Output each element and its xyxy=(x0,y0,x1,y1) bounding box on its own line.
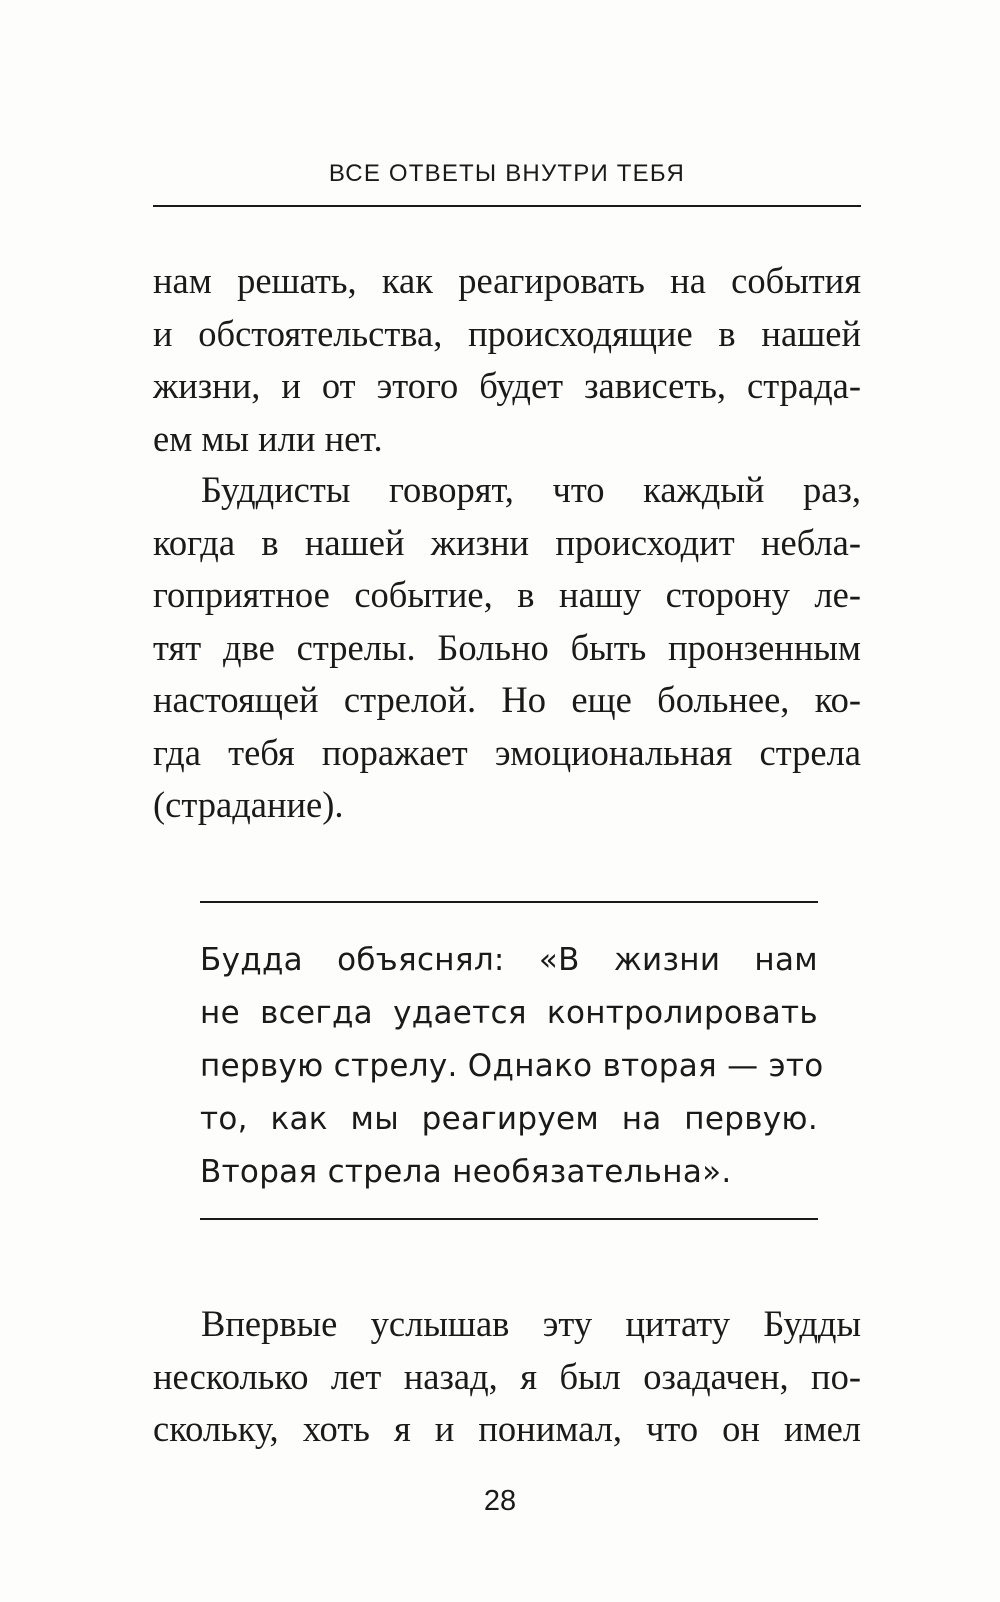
quote-line: первую стрелу. Однако вторая — это xyxy=(200,1048,824,1084)
quote-line: то, как мы реагируем на первую. xyxy=(200,1101,818,1137)
header-rule xyxy=(153,205,861,207)
quote-bottom-rule xyxy=(200,1218,818,1220)
text-line: скольку, хоть я и понимал, что он имел xyxy=(153,1408,861,1449)
text-line: настоящей стрелой. Но еще больнее, ко- xyxy=(153,679,861,720)
text-line: и обстоятельства, происходящие в нашей xyxy=(153,312,861,354)
paragraph-3 xyxy=(153,1298,861,1456)
text-line: (страдание). xyxy=(153,784,344,825)
text-line: гда тебя поражает эмоциональная стрела xyxy=(153,731,861,773)
quote-line: не всегда удается контролировать xyxy=(200,995,818,1031)
text-line: ем мы или нет. xyxy=(153,417,383,459)
paragraph-2 xyxy=(153,464,861,832)
running-head: ВСЕ ОТВЕТЫ ВНУТРИ ТЕБЯ xyxy=(328,160,686,187)
pull-quote xyxy=(200,934,824,1199)
text-line: Впервые услышав эту цитату Будды xyxy=(201,1303,861,1344)
text-line: нам решать, как реагировать на события xyxy=(153,260,861,301)
text-line: Буддисты говорят, что каждый раз, xyxy=(201,469,861,510)
quote-top-rule xyxy=(200,901,818,903)
quote-line: Вторая стрела необязательна». xyxy=(200,1154,732,1190)
text-line: тят две стрелы. Больно быть пронзенным xyxy=(153,626,861,668)
page-number: 28 xyxy=(483,1485,517,1517)
text-line: гоприятное событие, в нашу сторону ле- xyxy=(153,574,861,615)
text-line: когда в нашей жизни происходит небла- xyxy=(153,521,861,563)
text-line: жизни, и от этого будет зависеть, страда- xyxy=(153,365,861,406)
quote-line: Будда объяснял: «В жизни нам xyxy=(200,942,818,978)
text-line: несколько лет назад, я был озадачен, по- xyxy=(153,1355,861,1397)
paragraph-1 xyxy=(153,255,861,465)
